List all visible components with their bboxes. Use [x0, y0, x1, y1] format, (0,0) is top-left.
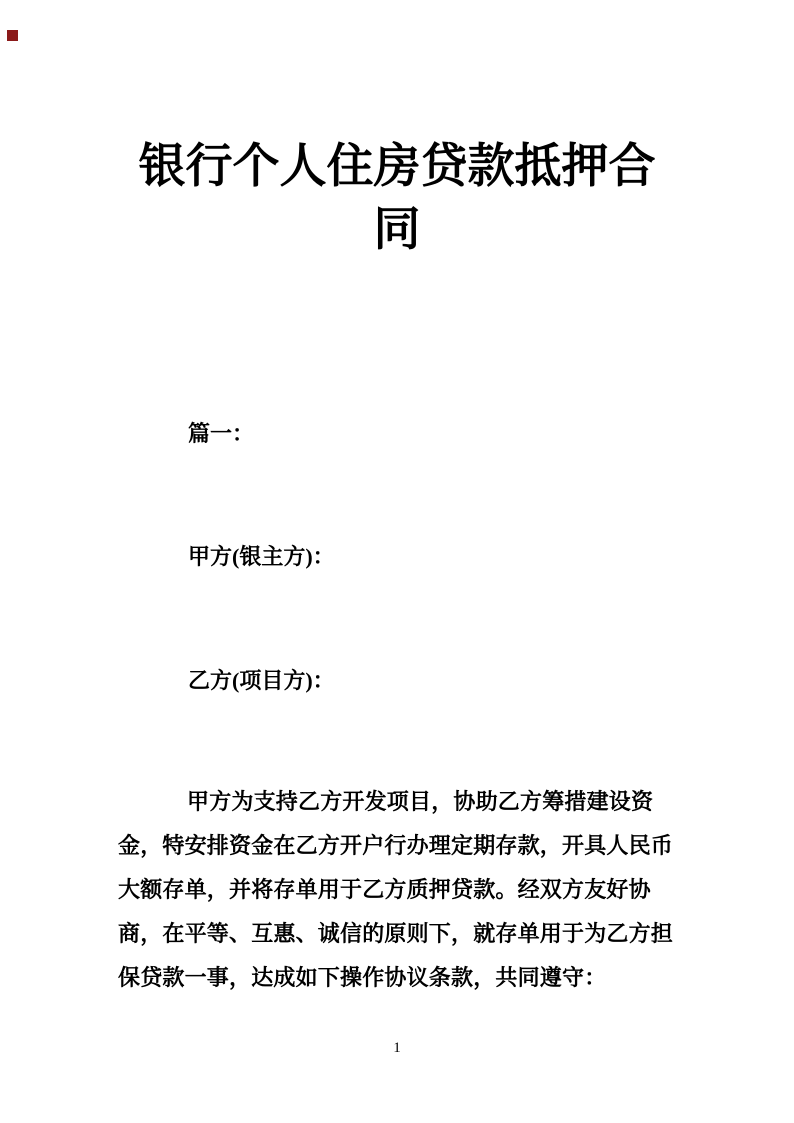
section-label-party-b: 乙方(项目方)： [188, 668, 335, 693]
body-paragraph [118, 780, 680, 1000]
title-line-2: 同 [373, 204, 421, 256]
paragraph-line: 保贷款一事，达成如下操作协议条款，共同遵守： [118, 965, 607, 990]
document-title [118, 136, 676, 262]
page-number: 1 [393, 1040, 401, 1056]
paragraph-line: 甲方为支持乙方开发项目，协助乙方筹措建设资 [187, 789, 654, 814]
paragraph-line: 金，特安排资金在乙方开户行办理定期存款，开具人民币 [118, 833, 674, 858]
paragraph-line: 大额存单，并将存单用于乙方质押贷款。经双方友好协 [118, 877, 651, 902]
title-line-1: 银行个人住房贷款抵押合 [138, 141, 656, 193]
corner-marker [7, 30, 18, 41]
paragraph-line: 商，在平等、互惠、诚信的原则下，就存单用于为乙方担 [118, 921, 674, 946]
section-label-party-a: 甲方(银主方)： [188, 544, 335, 569]
section-label-part-one: 篇一： [188, 421, 255, 446]
